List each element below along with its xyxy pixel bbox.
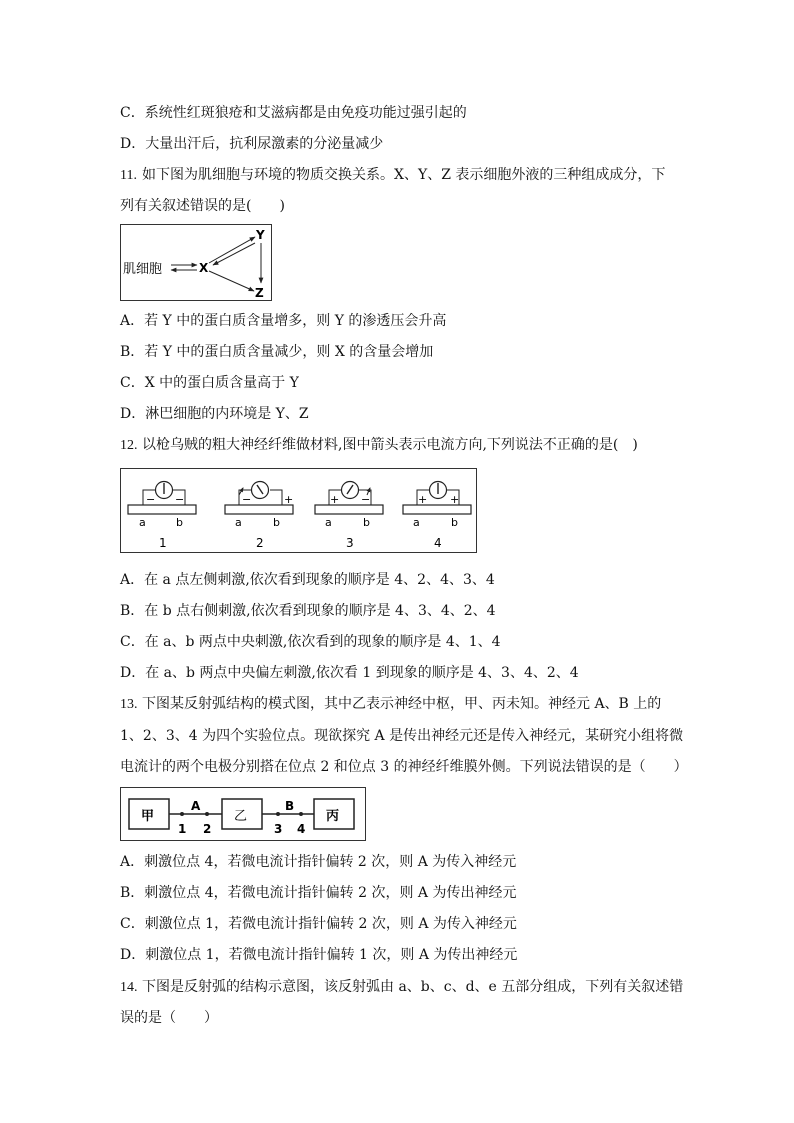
svg-text:4: 4 (297, 822, 306, 836)
q13-option-c: C．刺激位点 1，若微电流计指针偏转 2 次，则 A 为传入神经元 (120, 916, 517, 932)
q12-diagram (121, 469, 476, 552)
svg-text:−: − (146, 493, 156, 506)
q12-number: 12. (120, 438, 138, 453)
q12-panel-1 (128, 482, 196, 551)
svg-text:1: 1 (178, 822, 187, 836)
svg-text:b: b (176, 516, 183, 529)
q13-stem-line2: 1、2、3、4 为四个实验位点。现欲探究 A 是传出神经元还是传入神经元，某研究小组将微 (120, 728, 684, 744)
q12-panel-4-number: 4 (434, 536, 442, 550)
svg-text:2: 2 (203, 822, 212, 836)
svg-text:−: − (361, 493, 371, 506)
svg-text:b: b (273, 516, 280, 529)
q11-arrow-x-to-y (209, 237, 255, 263)
q12-option-a: A．在 a 点左侧刺激,依次看到现象的顺序是 4、2、4、3、4 (120, 572, 495, 588)
q13-stem-line1: 13. 下图某反射弧结构的模式图，其中乙表示神经中枢，甲、丙未知。神经元 A、B 上的 (120, 694, 661, 715)
q12-panel-2-number: 2 (256, 536, 264, 550)
q13-option-a: A．刺激位点 4，若微电流计指针偏转 2 次，则 A 为传入神经元 (120, 854, 517, 870)
q11-y-label: Y (256, 228, 265, 242)
q12-stem: 12. 以枪乌贼的粗大神经纤维做材料,图中箭头表示电流方向,下列说法不正确的是( ) (120, 435, 638, 456)
svg-text:乙: 乙 (234, 809, 248, 824)
q12-option-b: B．在 b 点右侧刺激,依次看到现象的顺序是 4、3、4、2、4 (120, 603, 496, 619)
q12-panel-2 (225, 482, 293, 551)
q10-option-c: C．系统性红斑狼疮和艾滋病都是由免疫功能过强引起的 (120, 105, 467, 121)
q14-stem-line1: 14. 下图是反射弧的结构示意图，该反射弧由 a、b、c、d、e 五部分组成，下列有关叙述错 (120, 977, 683, 998)
svg-text:b: b (451, 516, 458, 529)
q12-option-c: C．在 a、b 两点中央刺激,依次看到的现象的顺序是 4、1、4 (120, 634, 501, 650)
q11-stem-line1: 11. 如下图为肌细胞与环境的物质交换关系。X、Y、Z 表示细胞外液的三种组成成分，下 (120, 165, 665, 186)
svg-text:b: b (363, 516, 370, 529)
svg-text:B: B (285, 799, 295, 813)
q12-panel-1-number: 1 (159, 536, 167, 550)
q11-option-c: C．X 中的蛋白质含量高于 Y (120, 375, 299, 391)
svg-text:丙: 丙 (326, 809, 340, 824)
svg-text:a: a (235, 516, 242, 529)
q11-figure (120, 224, 272, 301)
svg-text:+: + (284, 493, 294, 506)
q14-number: 14. (120, 980, 138, 995)
svg-text:a: a (139, 516, 146, 529)
svg-text:+: + (418, 493, 428, 506)
svg-text:+: + (330, 493, 340, 506)
q12-panel-4 (403, 482, 471, 551)
svg-text:+: + (450, 493, 460, 506)
q11-x-label: X (199, 261, 209, 275)
svg-text:−: − (242, 493, 252, 506)
q12-figure (120, 468, 477, 553)
q11-option-a: A．若 Y 中的蛋白质含量增多，则 Y 的渗透压会升高 (120, 313, 447, 329)
q13-diagram (121, 788, 365, 840)
q13-stem-line3: 电流计的两个电极分别搭在位点 2 和位点 3 的神经纤维膜外侧。下列说法错误的是（ ） (120, 759, 688, 775)
q11-cell-label: 肌细胞 (123, 262, 163, 277)
svg-text:a: a (413, 516, 420, 529)
q11-arrow-y-to-x (213, 243, 255, 265)
q14-stem-line2: 误的是（ ） (120, 1010, 218, 1026)
q10-option-d: D．大量出汗后，抗利尿激素的分泌量减少 (120, 136, 384, 152)
svg-text:−: − (175, 493, 185, 506)
svg-text:3: 3 (274, 822, 283, 836)
q13-number: 13. (120, 697, 138, 712)
q11-number: 11. (120, 168, 137, 183)
q13-option-d: D．刺激位点 1，若微电流计指针偏转 1 次，则 A 为传出神经元 (120, 947, 518, 963)
q11-option-d: D．淋巴细胞的内环境是 Y、Z (120, 406, 309, 422)
q13-figure (120, 787, 366, 841)
q11-arrow-x-to-z (209, 271, 254, 291)
q12-option-d: D．在 a、b 两点中央偏左刺激,依次看 1 到现象的顺序是 4、3、4、2、4 (120, 665, 579, 681)
q13-option-b: B．刺激位点 4，若微电流计指针偏转 2 次，则 A 为传出神经元 (120, 885, 517, 901)
q12-panel-3-number: 3 (346, 536, 354, 550)
svg-text:a: a (325, 516, 332, 529)
q12-panel-3 (315, 482, 383, 551)
svg-text:A: A (191, 799, 201, 813)
q11-stem-line2: 列有关叙述错误的是( ) (120, 198, 285, 214)
q11-option-b: B．若 Y 中的蛋白质含量减少，则 X 的含量会增加 (120, 344, 434, 360)
q11-diagram (121, 225, 271, 300)
q11-z-label: Z (255, 286, 264, 300)
svg-text:甲: 甲 (141, 809, 155, 824)
